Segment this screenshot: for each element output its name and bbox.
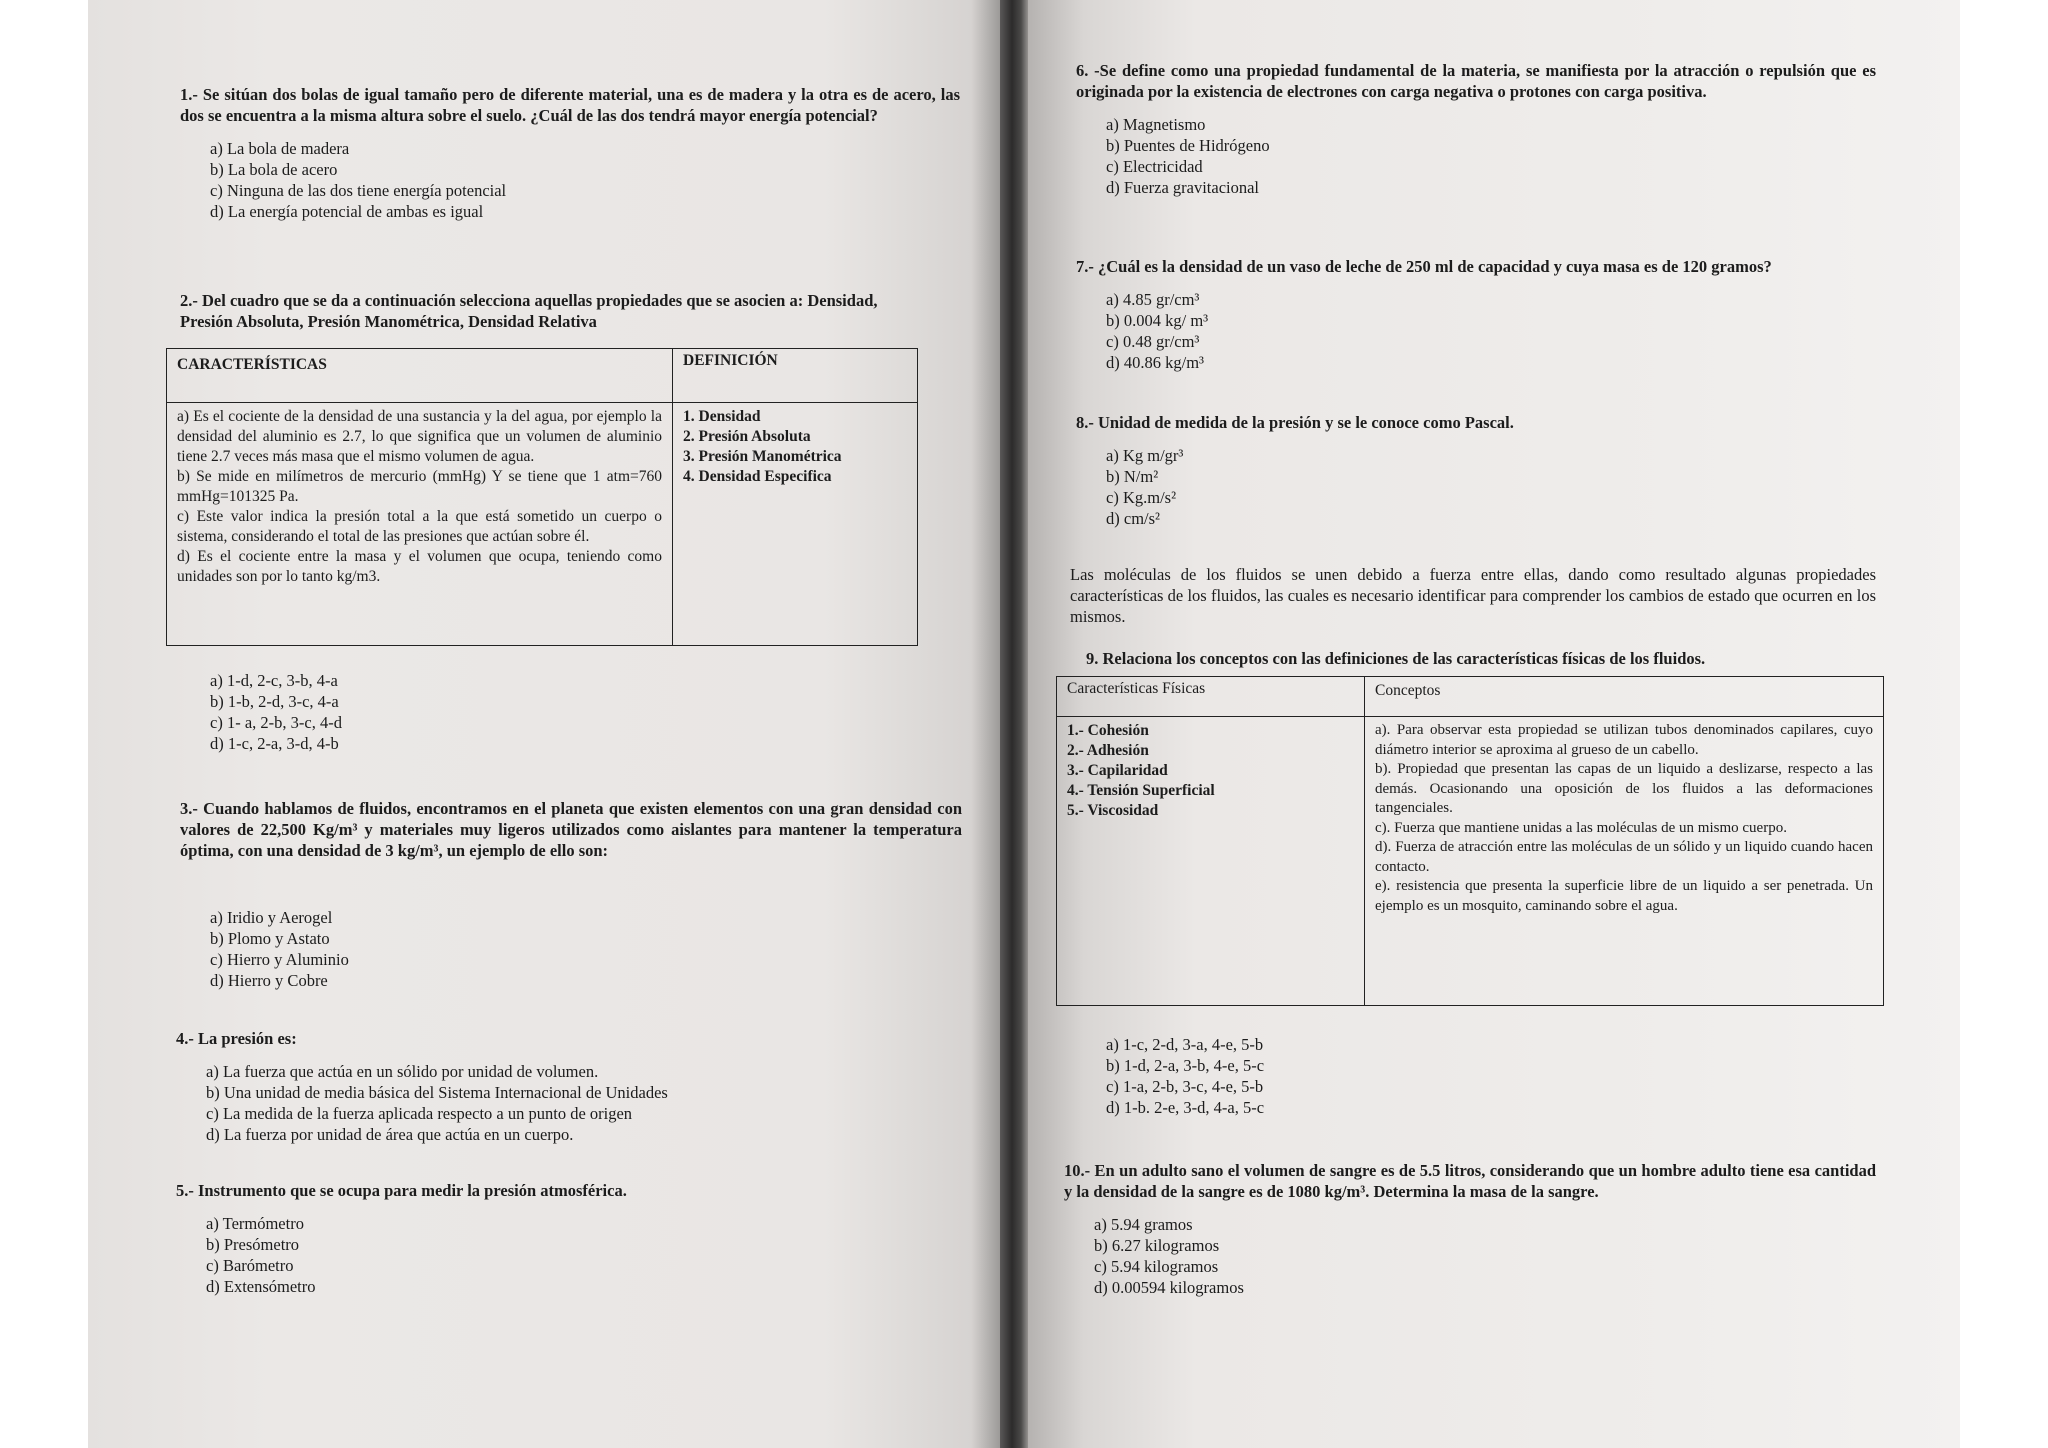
table-header-concepts: Conceptos xyxy=(1365,677,1883,717)
option-b[interactable]: b) Una unidad de media básica del Sistema Internacional de Unidades xyxy=(206,1083,668,1102)
table-item: b) Se mide en milímetros de mercurio (mmHg) Y se tiene que 1 atm=760 mmHg=101325 Pa. xyxy=(177,468,662,505)
table-header-characteristics: CARACTERÍSTICAS xyxy=(167,349,673,403)
option-a[interactable]: a) 5.94 gramos xyxy=(1094,1215,1193,1234)
question-10 xyxy=(1064,1160,1876,1298)
table-header-physical-characteristics: Características Físicas xyxy=(1057,677,1365,717)
options-list xyxy=(1076,114,1876,198)
question-number: 4.- xyxy=(176,1029,194,1048)
question-5 xyxy=(176,1180,956,1297)
question-number: 7.- xyxy=(1076,257,1094,276)
question-3 xyxy=(180,798,962,991)
table-definition-cell xyxy=(673,403,917,491)
question-number: 2.- xyxy=(180,291,198,310)
options-list xyxy=(1064,1214,1876,1298)
option-b[interactable]: b) 6.27 kilogramos xyxy=(1094,1236,1220,1255)
question-4 xyxy=(176,1028,956,1145)
question-number: 8.- xyxy=(1076,413,1094,432)
question-9-options xyxy=(1076,1034,1476,1118)
table-header-definition: DEFINICIÓN xyxy=(673,349,917,403)
question-number: 3.- xyxy=(180,799,198,818)
question-number: 9. xyxy=(1086,649,1099,668)
table-characteristics-cell xyxy=(167,403,673,645)
table-item: 3.- Capilaridad xyxy=(1067,762,1168,779)
option-b[interactable]: b) N/m² xyxy=(1106,467,1159,486)
option-a[interactable]: a) 1-d, 2-c, 3-b, 4-a xyxy=(210,671,338,690)
option-c[interactable]: c) 0.48 gr/cm³ xyxy=(1106,332,1200,351)
table-item: 3. Presión Manométrica xyxy=(683,448,842,465)
table-item: d) Es el cociente entre la masa y el volumen que ocupa, teniendo como unidades son por lo tanto kg/m3. xyxy=(177,548,662,585)
question-2 xyxy=(180,290,900,332)
question-text: Unidad de medida de la presión y se le conoce como Pascal. xyxy=(1098,413,1514,432)
option-c[interactable]: c) 1-a, 2-b, 3-c, 4-e, 5-b xyxy=(1106,1077,1264,1096)
table-item: a). Para observar esta propiedad se utilizan tubos denominados capilares, cuyo diámetro interior se aproxima al grueso de un cabello. xyxy=(1375,722,1873,758)
option-b[interactable]: b) Puentes de Hidrógeno xyxy=(1106,136,1270,155)
question-text: -Se define como una propiedad fundamental de la materia, se manifiesta por la atracción o repulsión que es originada por la existencia de electrones con carga negativa o protones con carga positiva. xyxy=(1076,61,1876,101)
option-b[interactable]: b) 0.004 kg/ m³ xyxy=(1106,311,1209,330)
option-b[interactable]: b) 1-d, 2-a, 3-b, 4-e, 5-c xyxy=(1106,1056,1265,1075)
option-a[interactable]: a) Iridio y Aerogel xyxy=(210,908,333,927)
question-number: 1.- xyxy=(180,85,198,104)
option-c[interactable]: c) 5.94 kilogramos xyxy=(1094,1257,1219,1276)
options-list xyxy=(1076,445,1876,529)
options-list xyxy=(180,670,580,754)
question-text: La presión es: xyxy=(198,1029,297,1048)
table-characteristics-cell xyxy=(1057,717,1365,1005)
table-item: 4.- Tensión Superficial xyxy=(1067,782,1215,799)
option-d[interactable]: d) Extensómetro xyxy=(206,1277,316,1296)
book-gutter xyxy=(1000,0,1030,1448)
question-number: 6. xyxy=(1076,61,1089,80)
question-text: ¿Cuál es la densidad de un vaso de leche de 250 ml de capacidad y cuya masa es de 120 gramos? xyxy=(1098,257,1772,276)
table-item: 2. Presión Absoluta xyxy=(683,428,811,445)
question-9 xyxy=(1086,648,1876,669)
option-d[interactable]: d) cm/s² xyxy=(1106,509,1160,528)
option-a[interactable]: a) Kg m/gr³ xyxy=(1106,446,1184,465)
question-text: Instrumento que se ocupa para medir la presión atmosférica. xyxy=(198,1181,627,1200)
options-list xyxy=(1076,289,1876,373)
question-text: Relaciona los conceptos con las definiciones de las características físicas de los fluidos. xyxy=(1102,649,1706,668)
option-c[interactable]: c) Ninguna de las dos tiene energía potencial xyxy=(210,181,507,200)
option-c[interactable]: c) Electricidad xyxy=(1106,157,1203,176)
question-2-options xyxy=(180,670,580,754)
table-item: a) Es el cociente de la densidad de una sustancia y la del agua, por ejemplo la densidad del aluminio es 2.7, lo que significa que un volumen de aluminio tiene 2.7 veces más masa que el mismo volumen de agua. xyxy=(177,408,662,465)
option-c[interactable]: c) Hierro y Aluminio xyxy=(210,950,349,969)
table-item: e). resistencia que presenta la superficie libre de un liquido a ser penetrada. Un ejemplo es un mosquito, caminando sobre el agua. xyxy=(1375,878,1873,914)
option-c[interactable]: c) La medida de la fuerza aplicada respecto a un punto de origen xyxy=(206,1104,633,1123)
q2-table xyxy=(166,348,918,646)
option-b[interactable]: b) 1-b, 2-d, 3-c, 4-a xyxy=(210,692,339,711)
table-item: c) Este valor indica la presión total a la que está sometido un cuerpo o sistema, considerando el total de las presiones que actúan sobre él. xyxy=(177,508,662,545)
option-d[interactable]: d) La energía potencial de ambas es igual xyxy=(210,202,484,221)
option-c[interactable]: c) Kg.m/s² xyxy=(1106,488,1177,507)
table-item: 5.- Viscosidad xyxy=(1067,802,1159,819)
option-a[interactable]: a) 1-c, 2-d, 3-a, 4-e, 5-b xyxy=(1106,1035,1264,1054)
option-d[interactable]: d) 1-b. 2-e, 3-d, 4-a, 5-c xyxy=(1106,1098,1265,1117)
table-item: d). Fuerza de atracción entre las moléculas de un sólido y un liquido cuando hacen contacto. xyxy=(1375,839,1873,875)
option-a[interactable]: a) Termómetro xyxy=(206,1214,304,1233)
question-8 xyxy=(1076,412,1876,529)
question-1 xyxy=(180,84,960,222)
table-concepts-cell xyxy=(1365,717,1883,920)
question-number: 10.- xyxy=(1064,1161,1091,1180)
options-list xyxy=(176,1213,956,1297)
option-a[interactable]: a) Magnetismo xyxy=(1106,115,1206,134)
table-item: b). Propiedad que presentan las capas de un liquido a deslizarse, respecto a las demás. Ocasionando una oposición de los fluidos a las deformaciones tangenciales. xyxy=(1375,761,1873,816)
question-text: Del cuadro que se da a continuación selecciona aquellas propiedades que se asocien a: Densidad, Presión Absoluta, Presión Manométrica, Densidad Relativa xyxy=(180,291,878,331)
options-list xyxy=(180,138,960,222)
question-text: Cuando hablamos de fluidos, encontramos en el planeta que existen elementos con una gran densidad con valores de 22,500 Kg/m³ y materiales muy ligeros utilizados como aislantes para mantener la temperatura óptima, con una densidad de 3 kg/m³, un ejemplo de ello son: xyxy=(180,799,963,860)
option-a[interactable]: a) La fuerza que actúa en un sólido por unidad de volumen. xyxy=(206,1062,599,1081)
option-c[interactable]: c) Barómetro xyxy=(206,1256,294,1275)
question-text: Se sitúan dos bolas de igual tamaño pero de diferente material, una es de madera y la otra es de acero, las dos se encuentra a la misma altura sobre el suelo. ¿Cuál de las dos tendrá mayor energía potencial? xyxy=(180,85,961,125)
table-item: 1. Densidad xyxy=(683,408,761,425)
fluids-intro-paragraph: Las moléculas de los fluidos se unen debido a fuerza entre ellas, dando como resultado algunas propiedades características de los fluidos, las cuales es necesario identificar para comprender los cambios de estado que ocurren en los mismos. xyxy=(1070,565,1876,626)
question-7 xyxy=(1076,256,1876,373)
options-list xyxy=(180,907,962,991)
table-item: 1.- Cohesión xyxy=(1067,722,1149,739)
option-d[interactable]: d) 0.00594 kilogramos xyxy=(1094,1278,1244,1297)
q9-table xyxy=(1056,676,1884,1006)
option-c[interactable]: c) 1- a, 2-b, 3-c, 4-d xyxy=(210,713,342,732)
question-text: En un adulto sano el volumen de sangre es de 5.5 litros, considerando que un hombre adulto tiene esa cantidad y la densidad de la sangre es de 1080 kg/m³. Determina la masa de la sangre. xyxy=(1064,1161,1877,1201)
table-item: c). Fuerza que mantiene unidas a las moléculas de un mismo cuerpo. xyxy=(1375,819,1787,836)
options-list xyxy=(1076,1034,1476,1118)
options-list xyxy=(176,1061,956,1145)
option-d[interactable]: d) 40.86 kg/m³ xyxy=(1106,353,1204,372)
option-b[interactable]: b) Plomo y Astato xyxy=(210,929,330,948)
option-b[interactable]: b) Presómetro xyxy=(206,1235,300,1254)
option-a[interactable]: a) La bola de madera xyxy=(210,139,350,158)
question-number: 5.- xyxy=(176,1181,194,1200)
table-item: 4. Densidad Especifica xyxy=(683,468,832,485)
question-6 xyxy=(1076,60,1876,198)
option-b[interactable]: b) La bola de acero xyxy=(210,160,338,179)
option-a[interactable]: a) 4.85 gr/cm³ xyxy=(1106,290,1200,309)
option-d[interactable]: d) Fuerza gravitacional xyxy=(1106,178,1260,197)
option-d[interactable]: d) La fuerza por unidad de área que actúa en un cuerpo. xyxy=(206,1125,574,1144)
option-d[interactable]: d) 1-c, 2-a, 3-d, 4-b xyxy=(210,734,339,753)
option-d[interactable]: d) Hierro y Cobre xyxy=(210,971,328,990)
table-item: 2.- Adhesión xyxy=(1067,742,1149,759)
